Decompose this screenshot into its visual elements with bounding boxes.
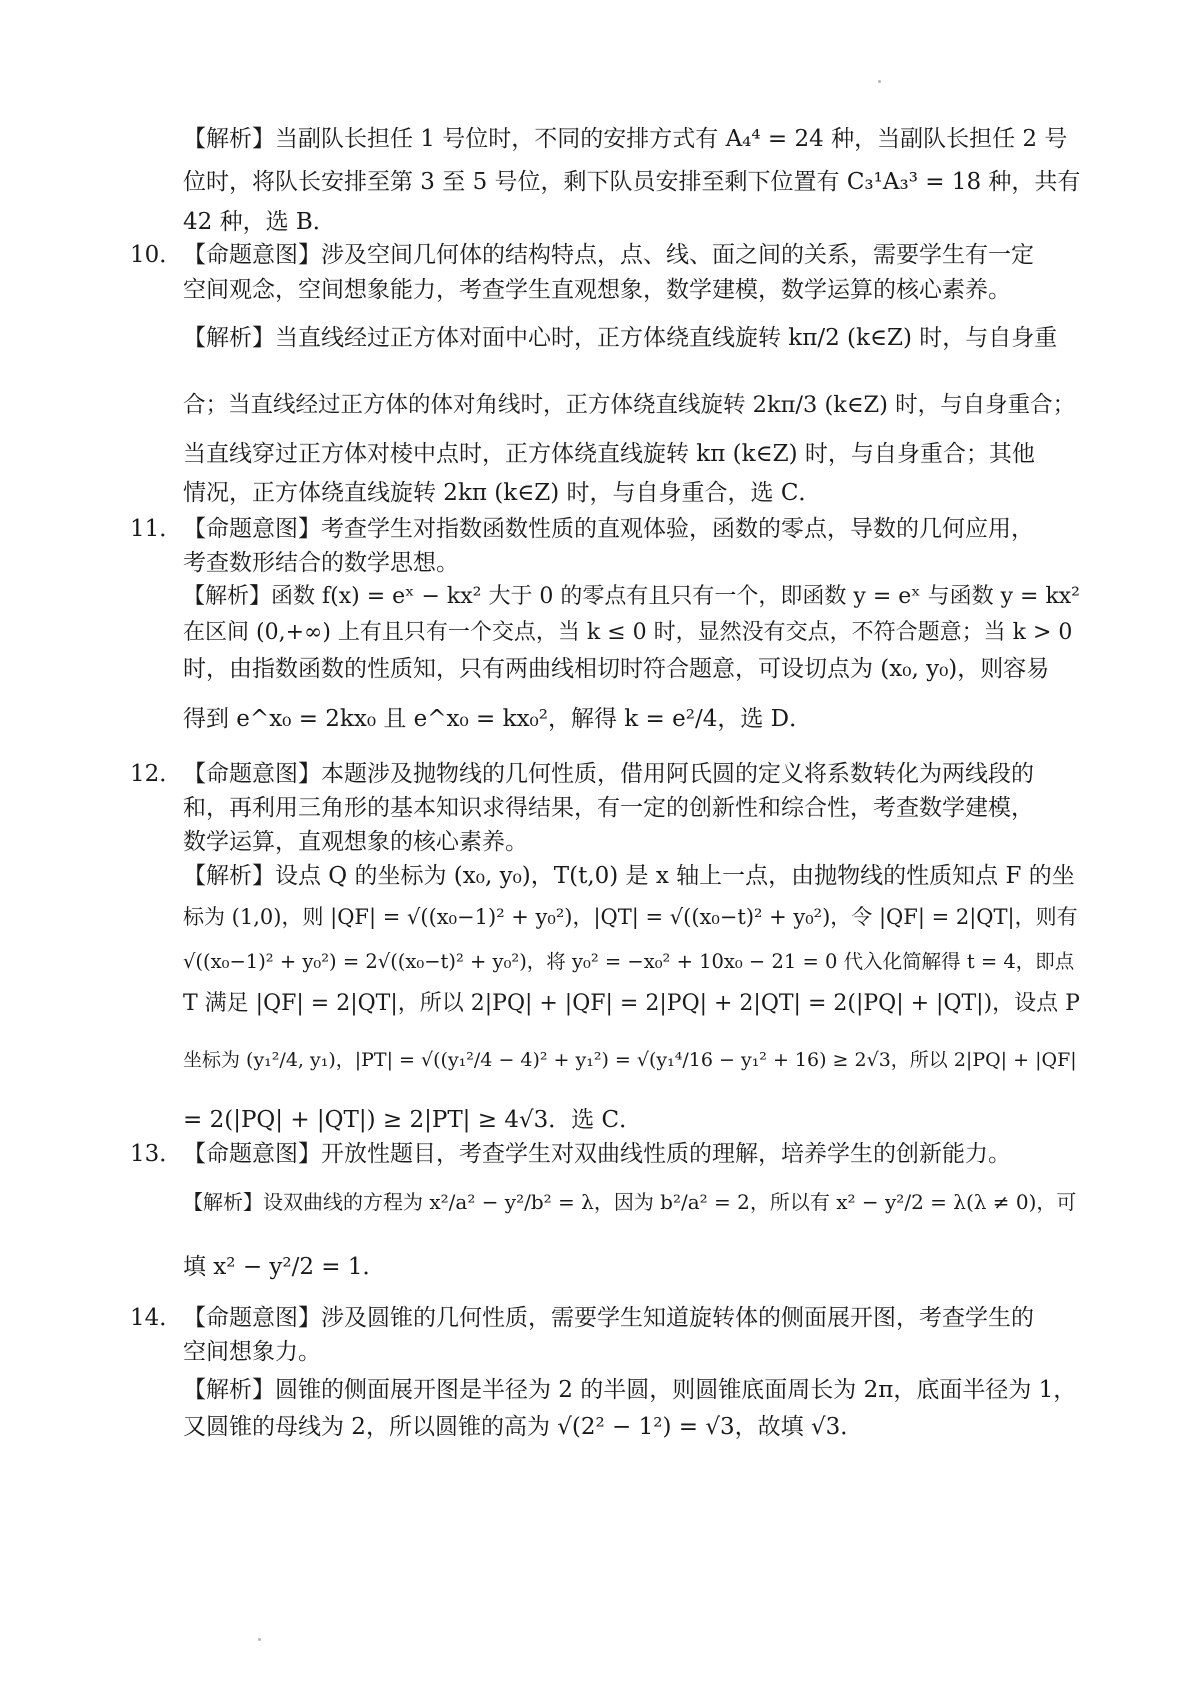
question-number: 12． (130, 761, 183, 787)
question-number: 10． (130, 242, 183, 268)
text-line: 又圆锥的母线为 2，所以圆锥的高为 √(2² − 1²) = √3，故填 √3． (183, 1414, 864, 1440)
text-line: 【命题意图】涉及空间几何体的结构特点，点、线、面之间的关系，需要学生有一定 (183, 242, 1034, 268)
text-line: 【命题意图】开放性题目，考查学生对双曲线性质的理解，培养学生的创新能力。 (183, 1141, 1011, 1167)
text-line: 得到 e^x₀ = 2kx₀ 且 e^x₀ = kx₀²，解得 k = e²/4，选 D． (183, 706, 813, 732)
question-number: 14． (130, 1305, 183, 1331)
text-line: 42 种，选 B． (183, 209, 336, 235)
text-line: 在区间 (0,+∞) 上有且只有一个交点，当 k ≤ 0 时，显然没有交点，不符合题意；当 k > 0 (183, 620, 1073, 645)
text-line: 【解析】当直线经过正方体对面中心时，正方体绕直线旋转 kπ/2 (k∈Z) 时，与自身重 (183, 325, 1058, 351)
text-line: 坐标为 (y₁²/4, y₁)，|PT| = √((y₁²/4 − 4)² + y₁²) = √(y₁⁴/16 − y₁² + 16) ≥ 2√3，所以 2|PQ| + |QF| (183, 1049, 1077, 1071)
text-line: 填 x² − y²/2 = 1． (183, 1254, 386, 1280)
text-line: T 满足 |QF| = 2|QT|，所以 2|PQ| + |QF| = 2|PQ| + 2|QT| = 2(|PQ| + |QT|)，设点 P (183, 991, 1080, 1016)
text-line: 【命题意图】涉及圆锥的几何性质，需要学生知道旋转体的侧面展开图，考查学生的 (183, 1305, 1034, 1331)
question-number: 13． (130, 1141, 183, 1167)
text-line: = 2(|PQ| + |QT|) ≥ 2|PT| ≥ 4√3．选 C． (183, 1107, 643, 1133)
scan-speck (258, 1638, 261, 1641)
text-line: 【解析】设双曲线的方程为 x²/a² − y²/b² = λ，因为 b²/a² = 2，所以有 x² − y²/2 = λ(λ ≠ 0)，可 (183, 1190, 1077, 1214)
text-line: 空间想象力。 (183, 1339, 321, 1365)
text-line: 情况，正方体绕直线旋转 2kπ (k∈Z) 时，与自身重合，选 C． (183, 480, 822, 506)
text-line: 考查数形结合的数学思想。 (183, 550, 459, 576)
text-line: 数学运算，直观想象的核心素养。 (183, 829, 528, 855)
text-line: 【解析】圆锥的侧面展开图是半径为 2 的半圆，则圆锥底面周长为 2π，底面半径为 1， (183, 1377, 1077, 1403)
text-line: 空间观念，空间想象能力，考查学生直观想象，数学建模，数学运算的核心素养。 (183, 277, 1011, 303)
text-line: 和，再利用三角形的基本知识求得结果，有一定的创新性和综合性，考查数学建模， (183, 795, 1034, 821)
scan-speck (878, 80, 881, 83)
text-line: 【命题意图】考查学生对指数函数性质的直观体验，函数的零点，导数的几何应用， (183, 516, 1034, 542)
text-line: √((x₀−1)² + y₀²) = 2√((x₀−t)² + y₀²)，将 y₀² = −x₀² + 10x₀ − 21 = 0 代入化简解得 t = 4，即点 (183, 950, 1075, 973)
text-line: 时，由指数函数的性质知，只有两曲线相切时符合题意，可设切点为 (x₀, y₀)，则容易 (183, 656, 1050, 682)
text-line: 【解析】函数 f(x) = eˣ − kx² 大于 0 的零点有且只有一个，即函数 y = eˣ 与函数 y = kx² (183, 584, 1081, 609)
text-line: 【解析】设点 Q 的坐标为 (x₀, y₀)，T(t,0) 是 x 轴上一点，由抛物线的性质知点 F 的坐 (183, 863, 1075, 889)
text-line: 标为 (1,0)，则 |QF| = √((x₀−1)² + y₀²)，|QT| = √((x₀−t)² + y₀²)，令 |QF| = 2|QT|，则有 (183, 905, 1078, 929)
text-line: 合；当直线经过正方体的体对角线时，正方体绕直线旋转 2kπ/3 (k∈Z) 时，与自身重合； (183, 392, 1076, 418)
text-line: 位时，将队长安排至第 3 至 5 号位，剩下队员安排至剩下位置有 C₃¹A₃³ = 18 种，共有 (183, 169, 1081, 195)
text-line: 当直线穿过正方体对棱中点时，正方体绕直线旋转 kπ (k∈Z) 时，与自身重合；其他 (183, 441, 1035, 467)
text-line: 【解析】当副队长担任 1 号位时，不同的安排方式有 A₄⁴ = 24 种，当副队长担任 2 号 (183, 126, 1068, 152)
question-number: 11． (130, 516, 183, 542)
text-line: 【命题意图】本题涉及抛物线的几何性质，借用阿氏圆的定义将系数转化为两线段的 (183, 761, 1034, 787)
